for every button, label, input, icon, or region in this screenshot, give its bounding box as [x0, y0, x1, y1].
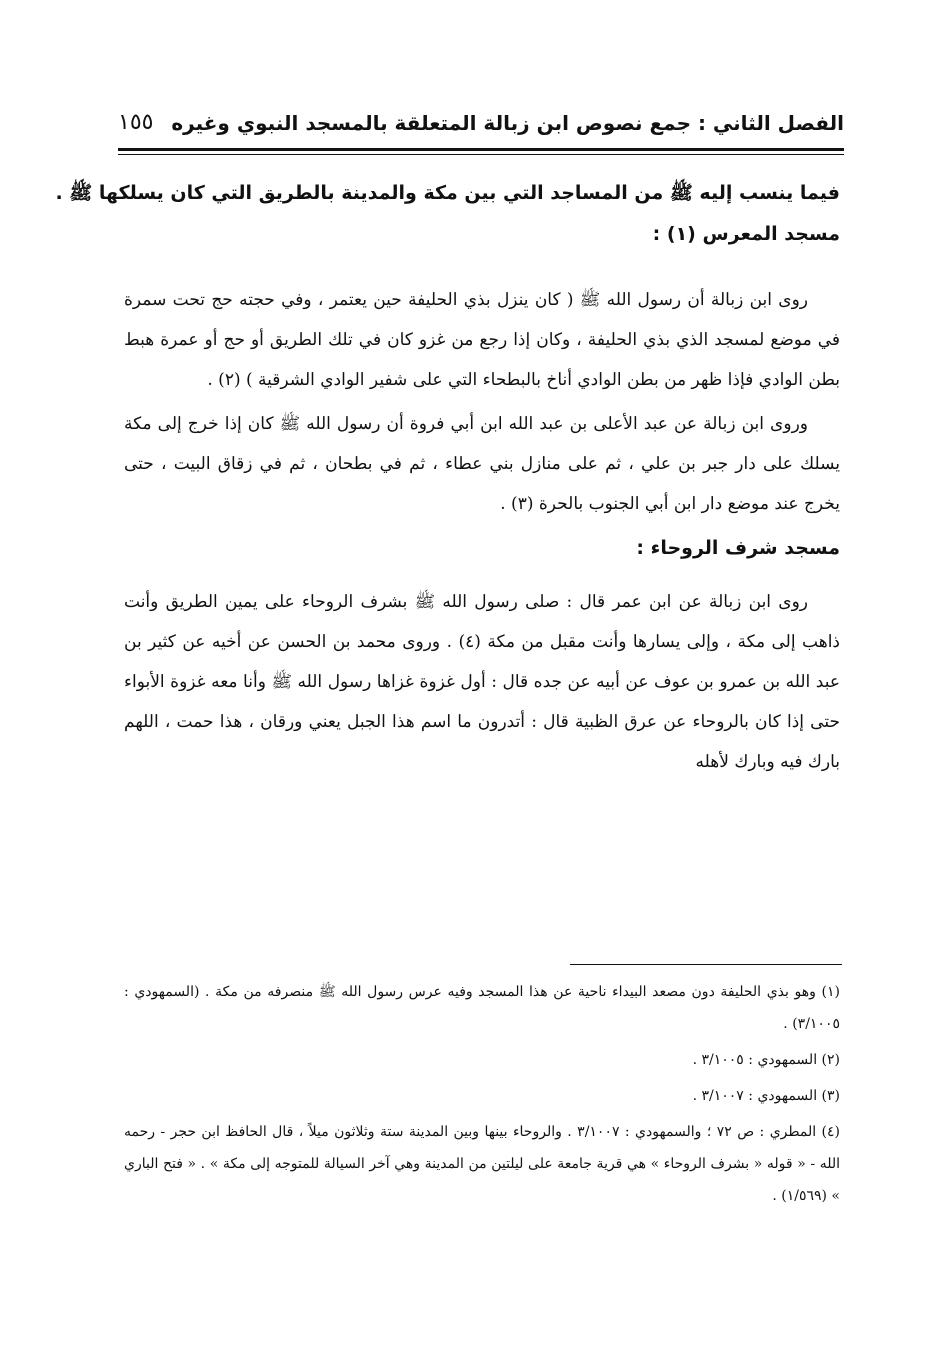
- paragraph: روى ابن زبالة أن رسول الله ﷺ ( كان ينزل بذي الحليفة حين يعتمر ، وفي حجته حج تحت سمرة في موضع لمسجد الذي بذي الحليفة ، وكان إذا رجع من غزو كان في تلك الطريق أو حج أو عمرة هبط بطن الوادي فإذا ظهر من بطن الوادي أناخ بالبطحاء التي على شفير الوادي الشرقية ) (٢) .: [124, 290, 840, 390]
- page-number: ١٥٥: [118, 110, 154, 135]
- footnote: (٢) السمهودي : ٣/١٠٠٥ .: [692, 1052, 840, 1068]
- footnotes: [124, 976, 840, 1216]
- section-heading-muarras: مسجد المعرس (١) :: [652, 223, 840, 245]
- header-rule-thick: [118, 148, 844, 151]
- footnote: (٣) السمهودي : ٣/١٠٠٧ .: [692, 1088, 840, 1104]
- running-title: الفصل الثاني : جمع نصوص ابن زبالة المتعلقة بالمسجد النبوي وغيره: [171, 111, 844, 135]
- footnote: (٤) المطري : ص ٧٢ ؛ والسمهودي : ٣/١٠٠٧ . والروحاء بينها وبين المدينة ستة وثلاثون ميلاً ، قال الحافظ ابن حجر - رحمه الله - « قوله « بشرف الروحاء » هي قرية جامعة على ليلتين من المدينة وهي آخر السيالة للمتوجه إلى مكة » . « فتح الباري » (١/٥٦٩) .: [124, 1124, 840, 1204]
- header-rule-thin: [118, 154, 844, 155]
- paragraph: روى ابن زبالة عن ابن عمر قال : صلى رسول الله ﷺ بشرف الروحاء على يمين الطريق وأنت ذاهب إلى مكة ، وإلى يسارها وأنت مقبل من مكة (٤) . وروى محمد بن الحسن عن أخيه عن كثير بن عبد الله بن عمرو بن عوف عن أبيه عن جده قال : أول غزوة غزاها رسول الله ﷺ وأنا معه غزوة الأبواء حتى إذا كان بالروحاء عن عرق الظبية قال : أتدرون ما اسم هذا الجبل يعني ورقان ، هذا حمت ، اللهم بارك فيه وبارك لأهله: [124, 592, 840, 772]
- paragraph: وروى ابن زبالة عن عبد الأعلى بن عبد الله ابن أبي فروة أن رسول الله ﷺ كان إذا خرج إلى مكة يسلك على دار جبر بن علي ، ثم على منازل بني عطاء ، ثم في بطحان ، ثم في زقاق البيت ، حتى يخرج عند موضع دار ابن أبي الجنوب بالحرة (٣) .: [124, 414, 840, 514]
- running-header: [118, 106, 844, 146]
- main-text: [55, 172, 840, 786]
- footnote: (١) وهو بذي الحليفة دون مصعد البيداء ناحية عن هذا المسجد وفيه عرس رسول الله ﷺ منصرفه من مكة . (السمهودي : ٣/١٠٠٥) .: [124, 984, 840, 1032]
- footnote-separator: [570, 964, 842, 965]
- section-heading-sharaf-rawha: مسجد شرف الروحاء :: [636, 537, 840, 559]
- intro-line: فيما ينسب إليه ﷺ من المساجد التي بين مكة والمدينة بالطريق التي كان يسلكها ﷺ .: [55, 182, 840, 204]
